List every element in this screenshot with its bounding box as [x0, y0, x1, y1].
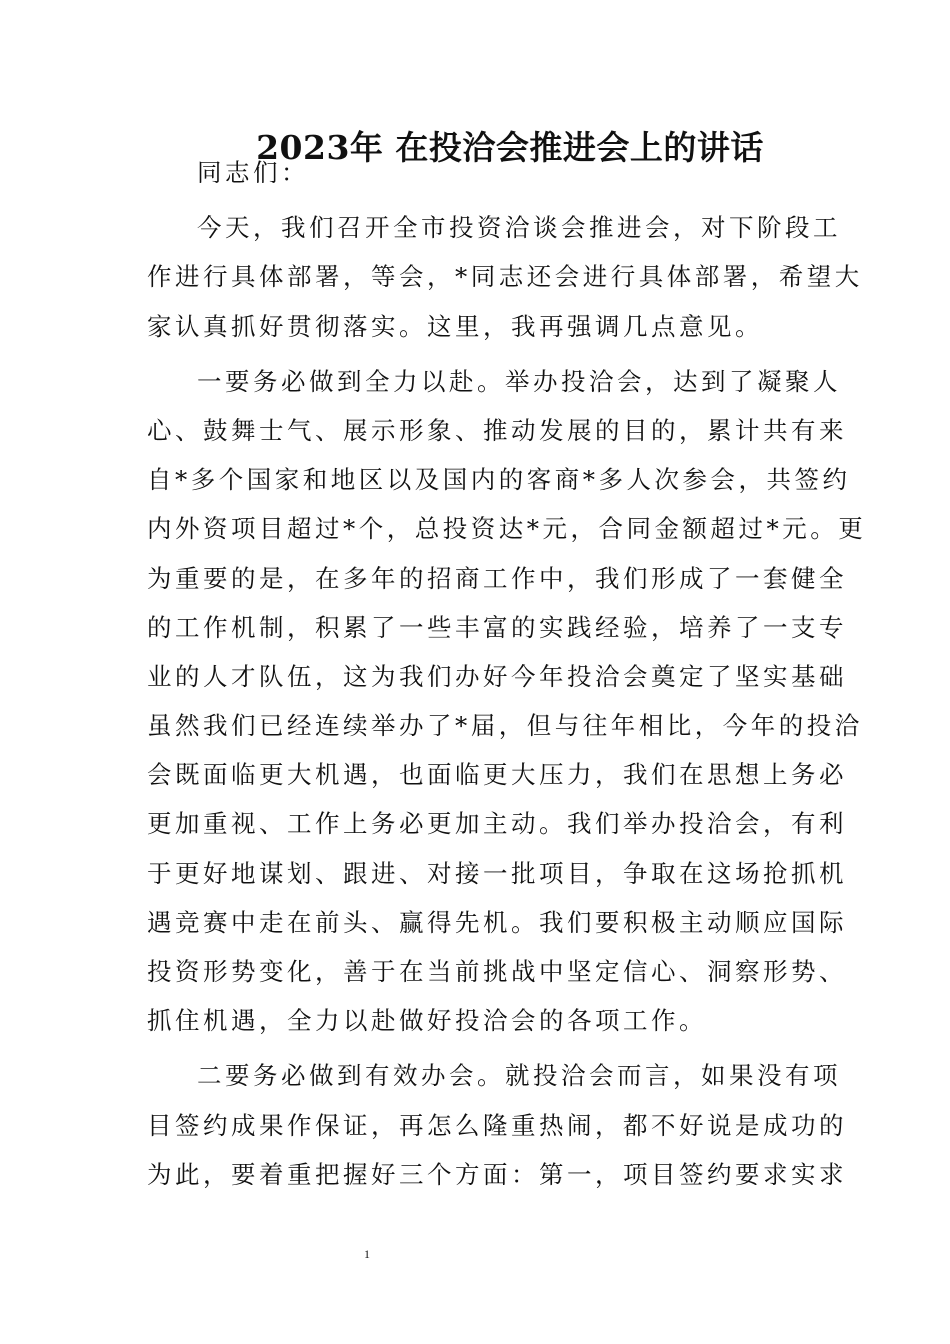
paragraph-line: 为此，要着重把握好三个方面：第一，项目签约要求实求	[147, 1159, 847, 1189]
paragraph-line: 会既面临更大机遇，也面临更大压力，我们在思想上务必	[147, 760, 847, 790]
paragraph-line: 二要务必做到有效办会。就投洽会而言，如果没有项	[197, 1061, 841, 1091]
paragraph-line: 为重要的是，在多年的招商工作中，我们形成了一套健全	[147, 563, 847, 593]
paragraph-line: 自*多个国家和地区以及国内的客商*多人次参会，共签约	[147, 465, 851, 495]
page-number: 1	[364, 1247, 370, 1261]
paragraph-line: 业的人才队伍，这为我们办好今年投洽会奠定了坚实基础	[147, 661, 847, 691]
paragraph-line: 目签约成果作保证，再怎么隆重热闹，都不好说是成功的	[147, 1110, 847, 1140]
paragraph-line: 内外资项目超过*个，总投资达*元，合同金额超过*元。更	[147, 514, 867, 544]
salutation: 同志们：	[197, 158, 309, 187]
document-title: 2023年 在投洽会推进会上的讲话	[256, 128, 764, 167]
paragraph-line: 今天，我们召开全市投资洽谈会推进会，对下阶段工	[197, 213, 841, 243]
paragraph-line: 心、鼓舞士气、展示形象、推动发展的目的，累计共有来	[147, 415, 847, 445]
paragraph-line: 家认真抓好贯彻落实。这里，我再强调几点意见。	[147, 311, 763, 341]
paragraph-line: 作进行具体部署，等会，*同志还会进行具体部署，希望大	[147, 262, 863, 292]
paragraph-line: 更加重视、工作上务必更加主动。我们举办投洽会，有利	[147, 809, 847, 839]
paragraph-line: 遇竞赛中走在前头、赢得先机。我们要积极主动顺应国际	[147, 907, 847, 937]
paragraph-line: 抓住机遇，全力以赴做好投洽会的各项工作。	[147, 1006, 707, 1036]
paragraph-line: 的工作机制，积累了一些丰富的实践经验，培养了一支专	[147, 612, 847, 642]
paragraph-3	[147, 1051, 847, 1199]
paragraph-2	[147, 357, 867, 1046]
paragraph-1	[147, 203, 863, 351]
paragraph-line: 虽然我们已经连续举办了*届，但与往年相比，今年的投洽	[147, 711, 863, 741]
paragraph-line: 于更好地谋划、跟进、对接一批项目，争取在这场抢抓机	[147, 858, 847, 888]
paragraph-line: 一要务必做到全力以赴。举办投洽会，达到了凝聚人	[197, 366, 841, 396]
paragraph-line: 投资形势变化，善于在当前挑战中坚定信心、洞察形势、	[147, 957, 847, 986]
document-body	[147, 148, 867, 1199]
